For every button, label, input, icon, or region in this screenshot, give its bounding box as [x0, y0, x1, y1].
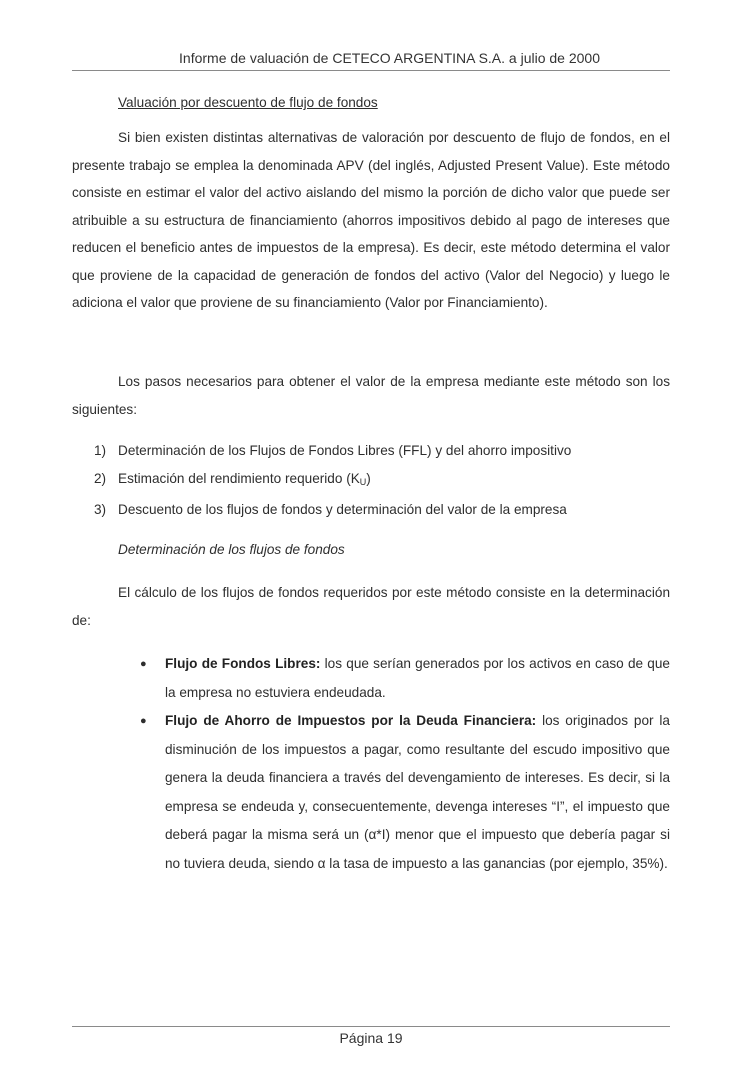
- bullet-icon: ●: [140, 658, 147, 670]
- step-number: 3): [94, 502, 107, 517]
- step-number: 1): [94, 443, 107, 458]
- step-text-main: Estimación del rendimiento requerido (K: [118, 471, 360, 486]
- step-subscript: U: [359, 477, 367, 487]
- paragraph-1-text: Si bien existen distintas alternativas de valoración por descuento de flujo de fondos, en el presente trabajo se emplea la denominada APV (del inglés, Adjusted Present Value). Este método consiste en estimar el valor del activo aislando del mismo la porción de dicho valor que puede ser atribuible a su estructura de financiamiento (ahorros impositivos debido al pago de intereses que reducen el beneficio antes de impuestos de la empresa). Es decir, este método determina el valor que proviene de la capacidad de generación de fondos del activo (Valor del Negocio) y luego le adiciona el valor que proviene de su financiamiento (Valor por Financiamiento).: [72, 130, 670, 310]
- list-item: [94, 496, 670, 524]
- bullet-text: [165, 707, 670, 878]
- subsection-heading: Determinación de los flujos de fondos: [118, 542, 345, 557]
- steps-list: [94, 437, 670, 524]
- section-heading: Valuación por descuento de flujo de fondos: [118, 95, 378, 110]
- list-item: [94, 465, 670, 496]
- bullet-description: los que serían generados por los activos en caso de que la empresa no estuviera endeudada.: [165, 656, 670, 700]
- step-number: 2): [94, 471, 107, 486]
- header-divider: [72, 70, 670, 71]
- paragraph-2-text: Los pasos necesarios para obtener el valor de la empresa mediante este método son los siguientes:: [72, 374, 670, 417]
- footer-divider: [72, 1026, 670, 1027]
- paragraph-3: [72, 579, 670, 634]
- step-text-suffix: ): [366, 471, 371, 486]
- paragraph-1: [72, 124, 670, 317]
- bullet-icon: ●: [140, 715, 147, 727]
- step-text: Determinación de los Flujos de Fondos Libres (FFL) y del ahorro impositivo: [118, 443, 572, 458]
- page-header: Informe de valuación de CETECO ARGENTINA S.A. a julio de 2000: [179, 50, 600, 66]
- step-text: [118, 465, 371, 496]
- bullet-term: Flujo de Fondos Libres:: [165, 656, 321, 671]
- list-item: [140, 650, 670, 707]
- step-text: Descuento de los flujos de fondos y determinación del valor de la empresa: [118, 502, 567, 517]
- list-item: [94, 437, 670, 465]
- paragraph-3-text: El cálculo de los flujos de fondos requeridos por este método consiste en la determinación de:: [72, 585, 670, 628]
- page-number: Página 19: [339, 1030, 403, 1046]
- bullet-text: [165, 650, 670, 707]
- bullet-term: Flujo de Ahorro de Impuestos por la Deuda Financiera:: [165, 713, 537, 728]
- paragraph-2: [72, 368, 670, 423]
- bullet-list: [140, 650, 670, 878]
- bullet-description: los originados por la disminución de los impuestos a pagar, como resultante del escudo impositivo que genera la deuda financiera a través del devengamiento de intereses. Es decir, si la empresa se endeuda y, consecuentemente, devenga intereses “I”, el impuesto que deberá pagar la misma será un (α*I) menor que el impuesto que debería pagar si no tuviera deuda, siendo α la tasa de impuesto a las ganancias (por ejemplo, 35%).: [165, 713, 670, 871]
- list-item: [140, 707, 670, 878]
